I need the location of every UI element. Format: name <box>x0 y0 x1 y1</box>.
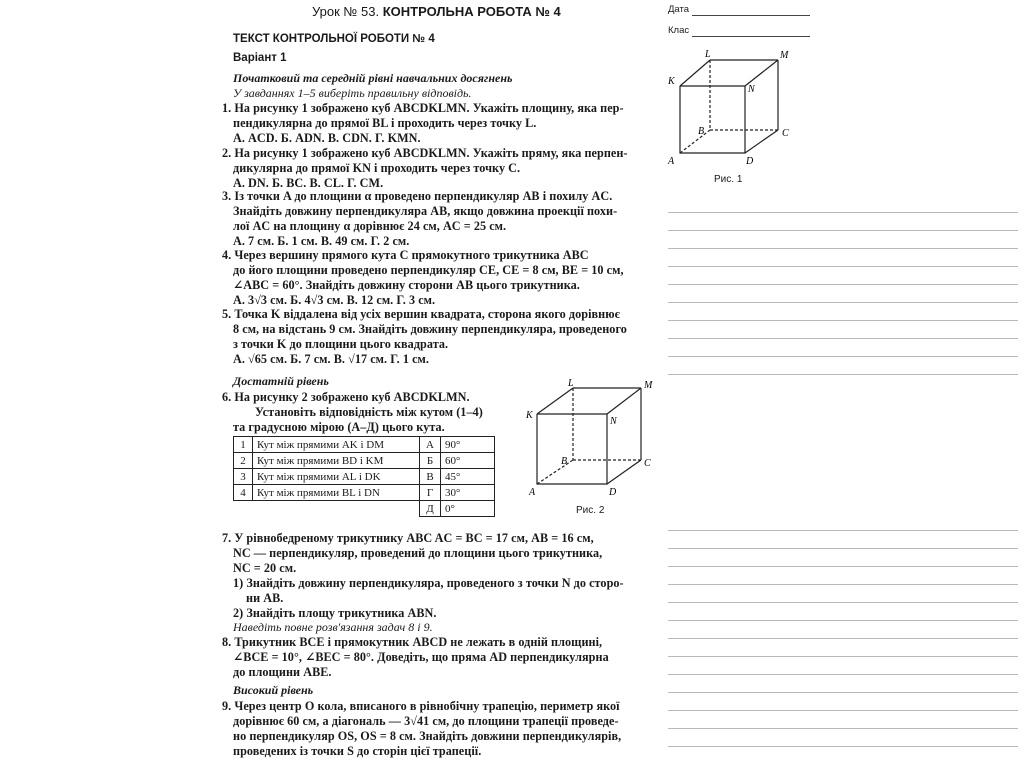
question-9-line-2: дорівнює 60 см, а діагональ — 3√41 см, до площини трапеції проведе- <box>233 714 619 728</box>
fig2-label-l: L <box>568 378 574 389</box>
question-4-line-3: ∠ABC = 60°. Знайдіть довжину сторони AB цього трикутника. <box>233 278 580 292</box>
instruction-2: Наведіть повне розв'язання задач 8 і 9. <box>233 620 433 634</box>
answer-line <box>668 584 1018 585</box>
question-1-line-2: пендикулярна до прямої BL і проходить через точку L. <box>233 116 537 130</box>
question-4-answers: А. 3√3 см. Б. 4√3 см. В. 12 см. Г. 3 см. <box>233 293 436 307</box>
question-7-line-2: NC — перпендикуляр, проведений до площини цього трикутника, <box>233 546 603 560</box>
answer-line <box>668 710 1018 711</box>
table-row <box>234 437 495 453</box>
question-5-line-3: з точки K до площини цього квадрата. <box>233 337 449 351</box>
question-8-line-3: до площини ABE. <box>233 665 332 679</box>
answer-line <box>668 746 1018 747</box>
fig1-label-d: D <box>746 156 754 167</box>
lesson-header <box>312 4 561 19</box>
table-row <box>234 469 495 485</box>
row-angle: Кут між прямими BD і KM <box>253 453 420 469</box>
fig1-label-m: M <box>780 50 789 61</box>
fig1-label-n: N <box>748 84 755 95</box>
figure-1-cube <box>660 48 800 188</box>
question-4-line-2: до його площини проведено перпендикуляр CE, CE = 8 см, BE = 10 см, <box>233 263 624 277</box>
question-3-line-1: 3. Із точки A до площини α проведено перпендикуляр AB і похилу AC. <box>222 189 613 203</box>
fig2-label-k: K <box>526 410 533 421</box>
question-3-line-3: лої AC на площину α дорівнює 24 см, AC = 25 см. <box>233 219 507 233</box>
answer-line <box>668 248 1018 249</box>
row-letter: В <box>420 469 441 485</box>
class-label: Клас <box>668 25 690 36</box>
row-angle: Кут між прямими BL і DN <box>253 485 420 501</box>
question-7-sub-1: 1) Знайдіть довжину перпендикуляра, проведеного з точки N до сторо- <box>233 576 624 590</box>
row-degrees: 60° <box>441 453 495 469</box>
question-7-line-3: NC = 20 см. <box>233 561 297 575</box>
question-8-line-1: 8. Трикутник BCE і прямокутник ABCD не лежать в одній площині, <box>222 635 603 649</box>
question-7-line-1: 7. У рівнобедреному трикутнику ABC AC = BC = 17 см, AB = 16 см, <box>222 531 594 545</box>
row-letter: Г <box>420 485 441 501</box>
fig2-label-d: D <box>609 487 617 498</box>
answer-line <box>668 566 1018 567</box>
question-9-line-4: проведених із точки S до сторін цієї трапеції. <box>233 744 482 758</box>
question-3-line-2: Знайдіть довжину перпендикуляра AB, якщо довжина проекції похи- <box>233 204 618 218</box>
question-2-line-2: дикулярна до прямої KN і проходить через точку C. <box>233 161 521 175</box>
fig1-label-b: B <box>698 126 705 137</box>
row-letter: Б <box>420 453 441 469</box>
answer-line <box>668 320 1018 321</box>
question-9-line-1: 9. Через центр O кола, вписаного в рівнобічну трапецію, периметр якої <box>222 699 620 713</box>
row-letter: Д <box>420 501 441 517</box>
table-row <box>234 485 495 501</box>
answer-line <box>668 620 1018 621</box>
question-7-sub-2: 2) Знайдіть площу трикутника ABN. <box>233 606 437 620</box>
instruction-1: У завданнях 1–5 виберіть правильну відповідь. <box>233 86 472 100</box>
row-number: 3 <box>234 469 253 485</box>
figure-1-caption: Рис. 1 <box>714 174 743 185</box>
row-degrees: 45° <box>441 469 495 485</box>
table-row <box>234 453 495 469</box>
fig1-label-l: L <box>705 49 711 60</box>
lesson-number: Урок № 53. <box>312 4 380 19</box>
figure-2-cube <box>523 376 663 504</box>
answer-line <box>668 230 1018 231</box>
row-letter: А <box>420 437 441 453</box>
date-line <box>692 15 810 16</box>
lesson-title: КОНТРОЛЬНА РОБОТА № 4 <box>382 4 561 19</box>
question-9-line-3: но перпендикуляр OS, OS = 8 см. Знайдіть довжини перпендикулярів, <box>233 729 622 743</box>
row-number: 4 <box>234 485 253 501</box>
answer-line <box>668 284 1018 285</box>
answer-line <box>668 692 1018 693</box>
row-degrees: 90° <box>441 437 495 453</box>
answer-line <box>668 374 1018 375</box>
date-label: Дата <box>668 4 690 15</box>
answer-line <box>668 548 1018 549</box>
question-5-line-1: 5. Точка K віддалена від усіх вершин квадрата, сторона якого дорівнює <box>222 307 620 321</box>
answer-line <box>668 674 1018 675</box>
level-1-heading: Початковий та середній рівні навчальних досягнень <box>233 71 513 85</box>
fig1-label-c: C <box>782 128 789 139</box>
question-1-answers: А. ACD. Б. ADN. В. CDN. Г. KMN. <box>233 131 421 145</box>
fig2-label-m: M <box>644 380 653 391</box>
table-row <box>234 501 495 517</box>
answer-line <box>668 266 1018 267</box>
matching-table <box>233 436 495 517</box>
question-2-line-1: 2. На рисунку 1 зображено куб ABCDKLMN. Укажіть пряму, яка перпен- <box>222 146 628 160</box>
fig2-label-n: N <box>610 416 617 427</box>
question-8-line-2: ∠BCE = 10°, ∠BEC = 80°. Доведіть, що пряма AD перпендикулярна <box>233 650 609 664</box>
answer-line <box>668 338 1018 339</box>
figure-2-caption: Рис. 2 <box>576 505 605 516</box>
variant-title: Варіант 1 <box>233 52 287 64</box>
fig2-label-b: B <box>561 456 568 467</box>
answer-line <box>668 602 1018 603</box>
question-6-line-2: Установіть відповідність між кутом (1–4) <box>255 405 483 419</box>
level-3-heading: Високий рівень <box>233 683 314 697</box>
answer-line <box>668 638 1018 639</box>
question-2-answers: А. DN. Б. BC. В. CL. Г. CM. <box>233 176 384 190</box>
fig2-label-c: C <box>644 458 651 469</box>
question-5-answers: А. √65 см. Б. 7 см. В. √17 см. Г. 1 см. <box>233 352 429 366</box>
row-degrees: 30° <box>441 485 495 501</box>
answer-line <box>668 356 1018 357</box>
question-5-line-2: 8 см, на відстань 9 см. Знайдіть довжину перпендикуляра, проведеного <box>233 322 627 336</box>
class-line <box>692 36 810 37</box>
question-1-line-1: 1. На рисунку 1 зображено куб ABCDKLMN. Укажіть площину, яка пер- <box>222 101 624 115</box>
question-7-sub-1-cont: ни AB. <box>246 591 284 605</box>
fig1-label-k: K <box>668 76 675 87</box>
doc-heading: ТЕКСТ КОНТРОЛЬНОЇ РОБОТИ № 4 <box>233 33 435 45</box>
row-angle: Кут між прямими AK і DM <box>253 437 420 453</box>
question-4-line-1: 4. Через вершину прямого кута C прямокутного трикутника ABC <box>222 248 589 262</box>
question-6-line-1: 6. На рисунку 2 зображено куб ABCDKLMN. <box>222 390 470 404</box>
question-3-answers: А. 7 см. Б. 1 см. В. 49 см. Г. 2 см. <box>233 234 410 248</box>
row-number: 2 <box>234 453 253 469</box>
fig1-label-a: A <box>668 156 675 167</box>
row-number: 1 <box>234 437 253 453</box>
row-degrees: 0° <box>441 501 495 517</box>
row-angle: Кут між прямими AL і DK <box>253 469 420 485</box>
answer-line <box>668 656 1018 657</box>
answer-line <box>668 728 1018 729</box>
answer-line <box>668 302 1018 303</box>
level-2-heading: Достатній рівень <box>233 374 329 388</box>
fig2-label-a: A <box>529 487 536 498</box>
question-6-line-3: та градусною мірою (А–Д) цього кута. <box>233 420 445 434</box>
answer-line <box>668 530 1018 531</box>
answer-line <box>668 212 1018 213</box>
